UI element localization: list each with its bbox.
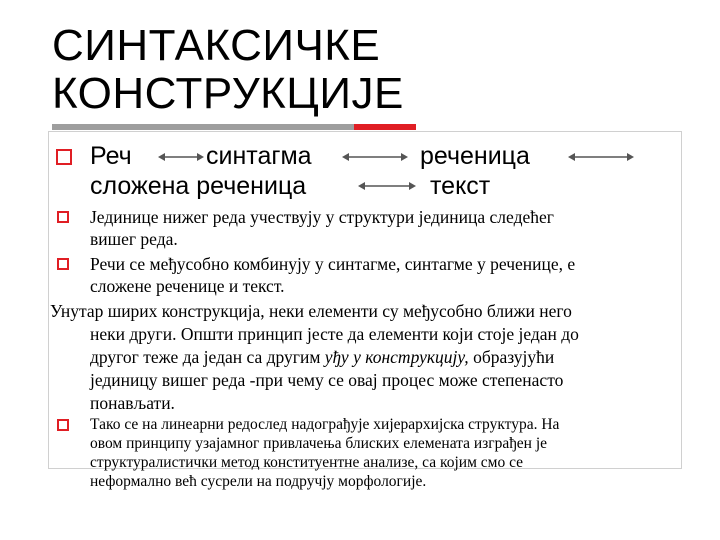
paragraph-line-3-italic: уђу у конструкцију,	[324, 347, 469, 367]
title-line-1: СИНТАКСИЧКЕ	[52, 21, 381, 70]
double-arrow-icon	[158, 151, 204, 163]
paragraph-line-1: Унутар ширих конструкција, неки елементи су међусобно ближи него	[50, 301, 572, 321]
hierarchy-word-rech: Реч	[90, 142, 132, 170]
bullet-box-icon	[56, 149, 72, 165]
double-arrow-icon	[342, 151, 408, 163]
last-bullet-line-1: Тако се на линеарни редослед надограђује хијерархијска структура. На	[90, 416, 560, 433]
hierarchy-word-recenica: реченица	[420, 142, 530, 170]
hierarchy-word-tekst: текст	[430, 172, 491, 200]
bullet-2-line-1: Речи се међусобно комбинују у синтагме, синтагме у реченице, е	[90, 254, 576, 274]
bullet-box-icon	[57, 419, 69, 431]
paragraph-line-2: неки други. Општи принцип јесте да елементи који стоје један до	[90, 324, 579, 344]
bullet-box-icon	[57, 211, 69, 223]
double-arrow-icon	[358, 180, 416, 192]
paragraph-line-3	[90, 346, 554, 368]
paragraph-line-5: понављати.	[90, 393, 175, 413]
bullet-1-line-2: вишег реда.	[90, 229, 178, 249]
bullet-1-line-1: Јединице нижег реда учествују у структури јединица следећег	[90, 207, 554, 227]
bullet-2-line-2: сложене реченице и текст.	[90, 276, 285, 296]
double-arrow-icon	[568, 151, 634, 163]
bullet-box-icon	[57, 258, 69, 270]
last-bullet-line-2: овом принципу узајамног привлачења блиских елемената изграђен је	[90, 435, 548, 452]
title-line-2: КОНСТРУКЦИЈЕ	[52, 69, 404, 118]
paragraph-line-3-end: образујући	[473, 347, 555, 367]
slide-title	[52, 22, 672, 118]
paragraph-line-4: јединицу вишег реда -при чему се овај процес може степенасто	[90, 370, 564, 390]
title-rule-red	[354, 124, 416, 130]
title-rule-gray	[52, 124, 354, 130]
hierarchy-word-slozena: сложена реченица	[90, 172, 307, 200]
last-bullet-line-3: структуралистички метод конституентне анализе, са којим смо се	[90, 454, 524, 471]
last-bullet-line-4: неформално већ сусрели на подручју морфологије.	[90, 473, 427, 490]
paragraph-line-3-start: другог теже да један са другим	[90, 347, 321, 367]
hierarchy-word-sintagma: синтагма	[206, 142, 312, 170]
